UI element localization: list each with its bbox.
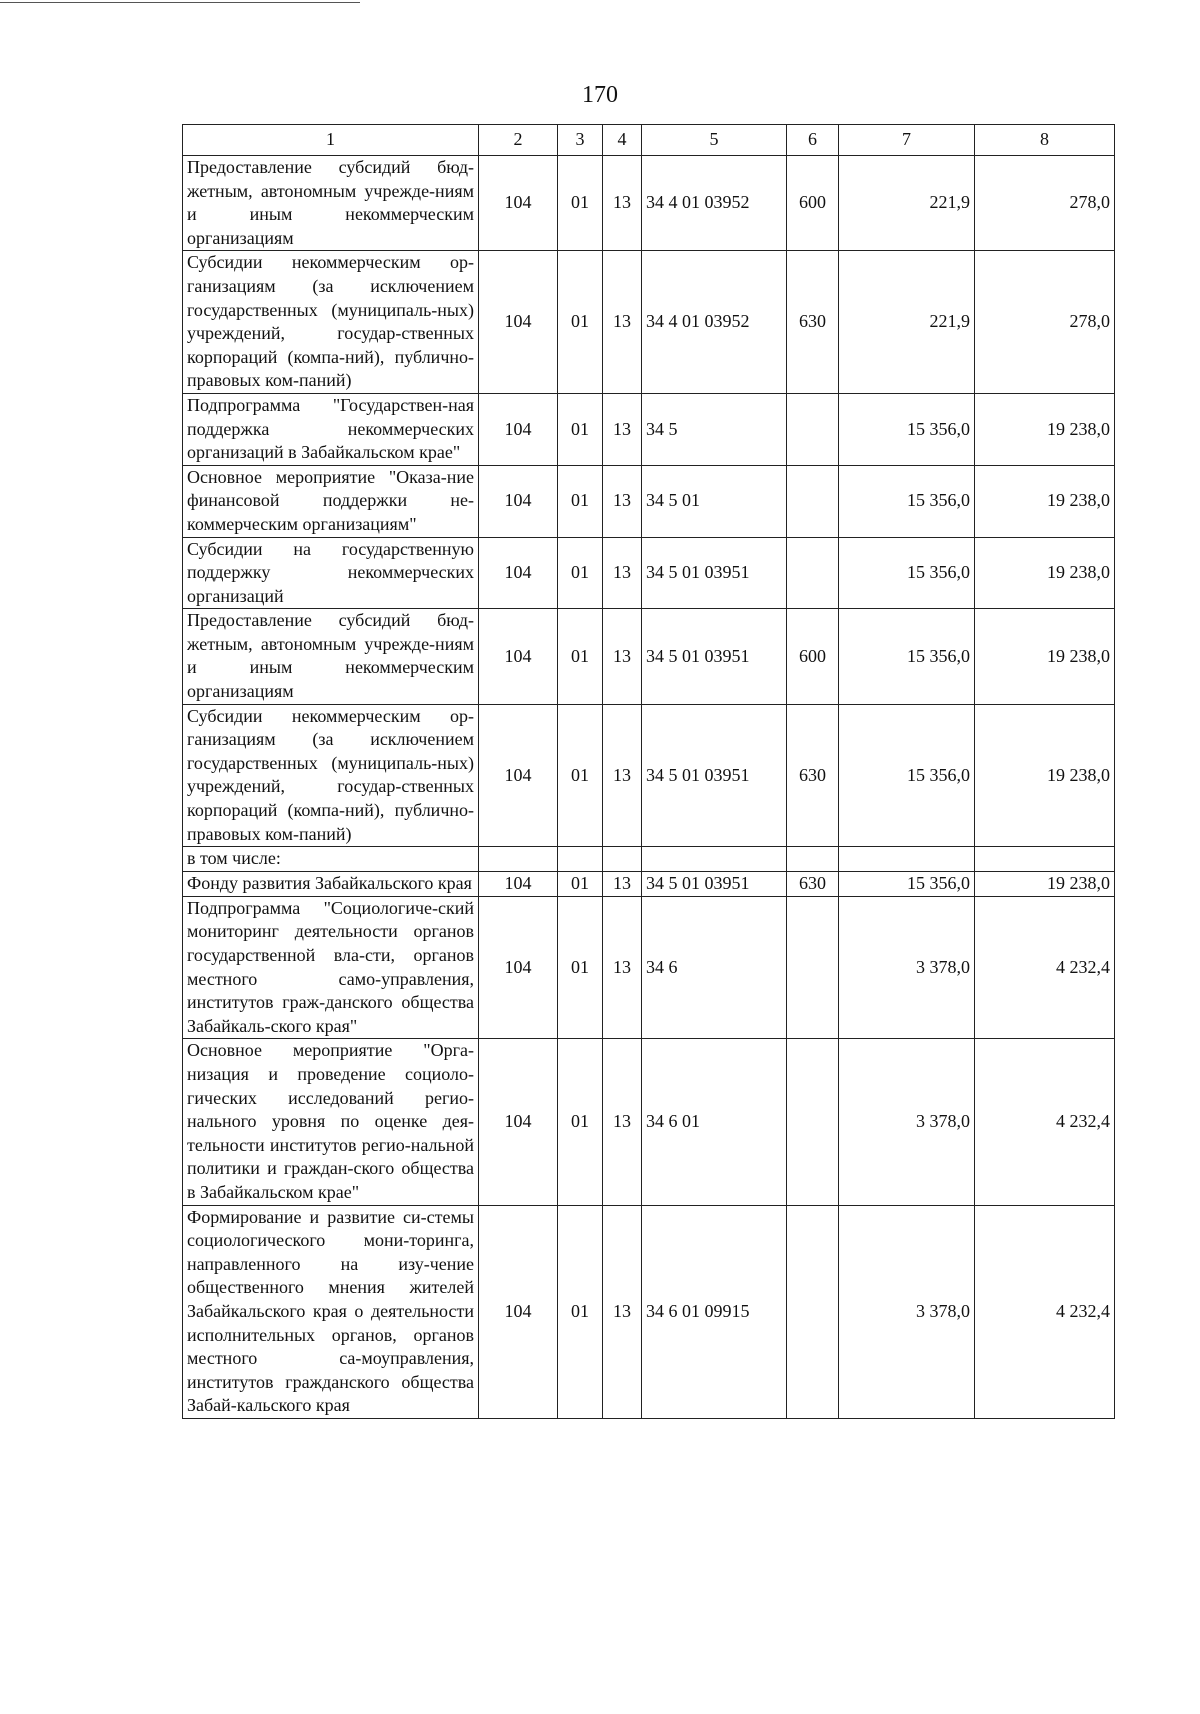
subsection-code-cell: 13	[603, 704, 642, 847]
amount-cell: 4 232,4	[975, 896, 1115, 1039]
amount-cell: 19 238,0	[975, 465, 1115, 537]
amount-cell: 221,9	[839, 156, 975, 251]
column-header: 4	[603, 125, 642, 156]
row-name-cell: в том числе:	[183, 847, 479, 872]
amount-cell: 4 232,4	[975, 1039, 1115, 1205]
expense-type-cell	[787, 1205, 839, 1418]
section-code-cell: 01	[558, 537, 603, 609]
row-name-cell: Основное мероприятие "Орга-низация и проведение социоло-гических исследований регио-нального уровня по оценке дея-тельности институтов регио-нальной политики и граждан-ского общества в Забайкальском крае"	[183, 1039, 479, 1205]
amount-cell: 19 238,0	[975, 872, 1115, 897]
budget-table	[182, 124, 1115, 1419]
expense-type-cell: 600	[787, 156, 839, 251]
expense-type-cell: 630	[787, 872, 839, 897]
table-row	[183, 465, 1115, 537]
target-article-cell: 34 5 01 03951	[642, 872, 787, 897]
ministry-code-cell: 104	[479, 872, 558, 897]
section-code-cell: 01	[558, 465, 603, 537]
target-article-cell: 34 5 01	[642, 465, 787, 537]
target-article-cell: 34 5	[642, 393, 787, 465]
amount-cell	[839, 847, 975, 872]
expense-type-cell	[787, 537, 839, 609]
column-header: 8	[975, 125, 1115, 156]
expense-type-cell: 630	[787, 704, 839, 847]
column-header: 5	[642, 125, 787, 156]
section-code-cell: 01	[558, 156, 603, 251]
subsection-code-cell: 13	[603, 156, 642, 251]
section-code-cell: 01	[558, 896, 603, 1039]
row-name-cell: Фонду развития Забайкальского края	[183, 872, 479, 897]
subsection-code-cell: 13	[603, 1205, 642, 1418]
column-header: 2	[479, 125, 558, 156]
column-header: 3	[558, 125, 603, 156]
subsection-code-cell: 13	[603, 251, 642, 394]
target-article-cell	[642, 847, 787, 872]
expense-type-cell: 600	[787, 609, 839, 704]
expense-type-cell	[787, 1039, 839, 1205]
amount-cell: 15 356,0	[839, 537, 975, 609]
section-code-cell	[558, 847, 603, 872]
target-article-cell: 34 4 01 03952	[642, 156, 787, 251]
table-row	[183, 537, 1115, 609]
ministry-code-cell: 104	[479, 1039, 558, 1205]
section-code-cell: 01	[558, 609, 603, 704]
amount-cell: 4 232,4	[975, 1205, 1115, 1418]
target-article-cell: 34 5 01 03951	[642, 537, 787, 609]
scan-edge-line	[0, 2, 360, 3]
table-row	[183, 847, 1115, 872]
ministry-code-cell: 104	[479, 704, 558, 847]
amount-cell: 221,9	[839, 251, 975, 394]
subsection-code-cell: 13	[603, 609, 642, 704]
column-header: 6	[787, 125, 839, 156]
table-row	[183, 156, 1115, 251]
row-name-cell: Предоставление субсидий бюд-жетным, автономным учрежде-ниям и иным некоммерческим организациям	[183, 156, 479, 251]
expense-type-cell	[787, 847, 839, 872]
section-code-cell: 01	[558, 872, 603, 897]
amount-cell: 15 356,0	[839, 465, 975, 537]
row-name-cell: Субсидии некоммерческим ор-ганизациям (за исключением государственных (муниципаль-ных) учреждений, государ-ственных корпораций (компа-ний), публично-правовых ком-паний)	[183, 251, 479, 394]
section-code-cell: 01	[558, 704, 603, 847]
ministry-code-cell: 104	[479, 156, 558, 251]
expense-type-cell	[787, 393, 839, 465]
table-row	[183, 609, 1115, 704]
target-article-cell: 34 4 01 03952	[642, 251, 787, 394]
amount-cell: 19 238,0	[975, 609, 1115, 704]
row-name-cell: Подпрограмма "Социологиче-ский мониторинг деятельности органов государственной вла-сти, органов местного само-управления, институтов граж-данского общества Забайкаль-ского края"	[183, 896, 479, 1039]
section-code-cell: 01	[558, 1039, 603, 1205]
table-row	[183, 393, 1115, 465]
target-article-cell: 34 6 01	[642, 1039, 787, 1205]
table-row	[183, 251, 1115, 394]
amount-cell: 15 356,0	[839, 872, 975, 897]
amount-cell	[975, 847, 1115, 872]
amount-cell: 19 238,0	[975, 393, 1115, 465]
amount-cell: 3 378,0	[839, 1039, 975, 1205]
table-row	[183, 1039, 1115, 1205]
amount-cell: 19 238,0	[975, 537, 1115, 609]
subsection-code-cell: 13	[603, 537, 642, 609]
section-code-cell: 01	[558, 1205, 603, 1418]
amount-cell: 278,0	[975, 156, 1115, 251]
subsection-code-cell: 13	[603, 896, 642, 1039]
column-header: 1	[183, 125, 479, 156]
section-code-cell: 01	[558, 393, 603, 465]
target-article-cell: 34 5 01 03951	[642, 609, 787, 704]
row-name-cell: Основное мероприятие "Оказа-ние финансовой поддержки не-коммерческим организациям"	[183, 465, 479, 537]
subsection-code-cell	[603, 847, 642, 872]
table-row	[183, 872, 1115, 897]
section-code-cell: 01	[558, 251, 603, 394]
ministry-code-cell: 104	[479, 465, 558, 537]
amount-cell: 15 356,0	[839, 609, 975, 704]
subsection-code-cell: 13	[603, 465, 642, 537]
amount-cell: 3 378,0	[839, 896, 975, 1039]
table-header-row	[183, 125, 1115, 156]
subsection-code-cell: 13	[603, 872, 642, 897]
target-article-cell: 34 6	[642, 896, 787, 1039]
subsection-code-cell: 13	[603, 1039, 642, 1205]
row-name-cell: Формирование и развитие си-стемы социологического мони-торинга, направленного на изу-чение общественного мнения жителей Забайкальского края о деятельности исполнительных органов, органов местного са-моуправления, институтов гражданского общества Забай-кальского края	[183, 1205, 479, 1418]
ministry-code-cell: 104	[479, 609, 558, 704]
target-article-cell: 34 5 01 03951	[642, 704, 787, 847]
row-name-cell: Предоставление субсидий бюд-жетным, автономным учрежде-ниям и иным некоммерческим организациям	[183, 609, 479, 704]
ministry-code-cell: 104	[479, 251, 558, 394]
expense-type-cell	[787, 465, 839, 537]
amount-cell: 278,0	[975, 251, 1115, 394]
table-row	[183, 1205, 1115, 1418]
ministry-code-cell: 104	[479, 393, 558, 465]
expense-type-cell: 630	[787, 251, 839, 394]
amount-cell: 3 378,0	[839, 1205, 975, 1418]
page-number: 170	[582, 82, 618, 108]
amount-cell: 15 356,0	[839, 393, 975, 465]
ministry-code-cell: 104	[479, 1205, 558, 1418]
table-row	[183, 704, 1115, 847]
ministry-code-cell	[479, 847, 558, 872]
target-article-cell: 34 6 01 09915	[642, 1205, 787, 1418]
row-name-cell: Субсидии некоммерческим ор-ганизациям (за исключением государственных (муниципаль-ных) учреждений, государ-ственных корпораций (компа-ний), публично-правовых ком-паний)	[183, 704, 479, 847]
row-name-cell: Подпрограмма "Государствен-ная поддержка некоммерческих организаций в Забайкальском крае"	[183, 393, 479, 465]
row-name-cell: Субсидии на государственную поддержку некоммерческих организаций	[183, 537, 479, 609]
ministry-code-cell: 104	[479, 537, 558, 609]
column-header: 7	[839, 125, 975, 156]
table-row	[183, 896, 1115, 1039]
subsection-code-cell: 13	[603, 393, 642, 465]
amount-cell: 19 238,0	[975, 704, 1115, 847]
expense-type-cell	[787, 896, 839, 1039]
ministry-code-cell: 104	[479, 896, 558, 1039]
amount-cell: 15 356,0	[839, 704, 975, 847]
